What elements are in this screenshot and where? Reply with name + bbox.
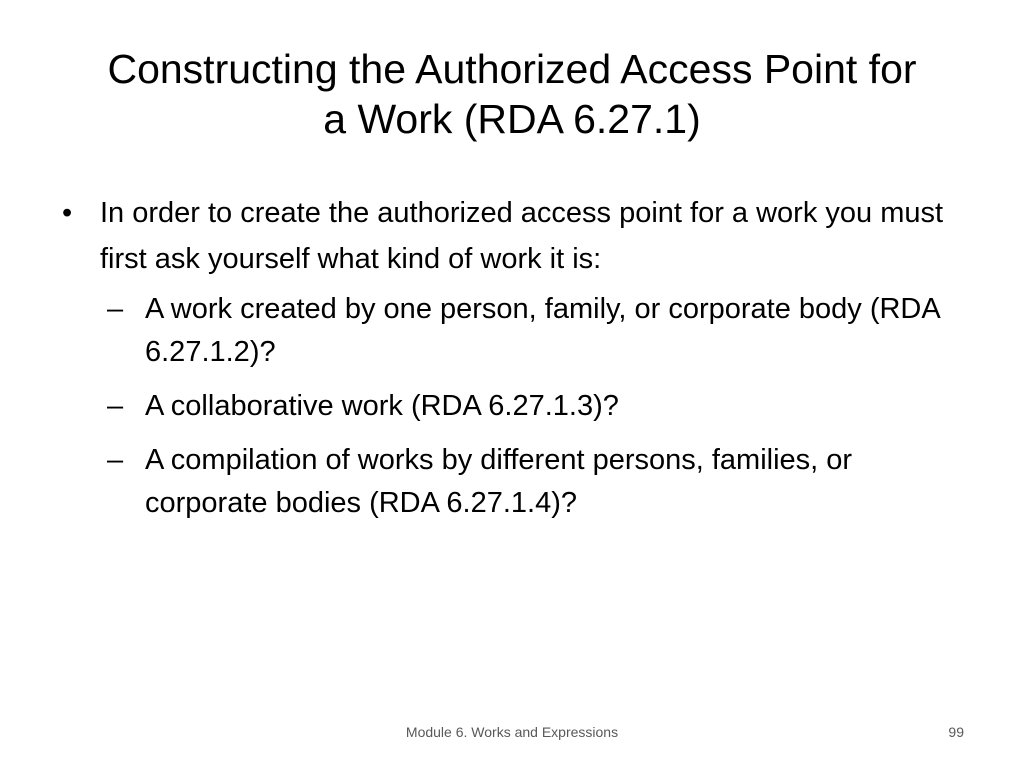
- slide-title-line-2: a Work (RDA 6.27.1): [323, 96, 701, 142]
- sub-bullet-text: A work created by one person, family, or corporate body (RDA 6.27.1.2)?: [145, 293, 940, 368]
- slide-title: [40, 44, 984, 144]
- sub-bullet-list: [105, 288, 970, 525]
- sub-bullet-item: [105, 439, 970, 525]
- bullet-dot-icon: •: [62, 197, 73, 229]
- slide-body: [60, 190, 970, 536]
- slide-footer: Module 6. Works and Expressions: [405, 724, 619, 740]
- slide-title-line-1: Constructing the Authorized Access Point for: [107, 46, 917, 92]
- sub-bullet-item: [105, 385, 970, 428]
- sub-bullet-text: A compilation of works by different persons, families, or corporate bodies (RDA 6.27.1.4)?: [145, 444, 853, 519]
- bullet-text: In order to create the authorized access point for a work you must first ask yourself what kind of work it is:: [100, 197, 944, 275]
- page-number: 99: [948, 724, 964, 740]
- dash-icon: –: [107, 444, 124, 476]
- sub-bullet-text: A collaborative work (RDA 6.27.1.3)?: [145, 390, 619, 422]
- sub-bullet-item: [105, 288, 970, 374]
- bullet-item: [60, 190, 970, 282]
- dash-icon: –: [107, 390, 124, 422]
- dash-icon: –: [107, 293, 124, 325]
